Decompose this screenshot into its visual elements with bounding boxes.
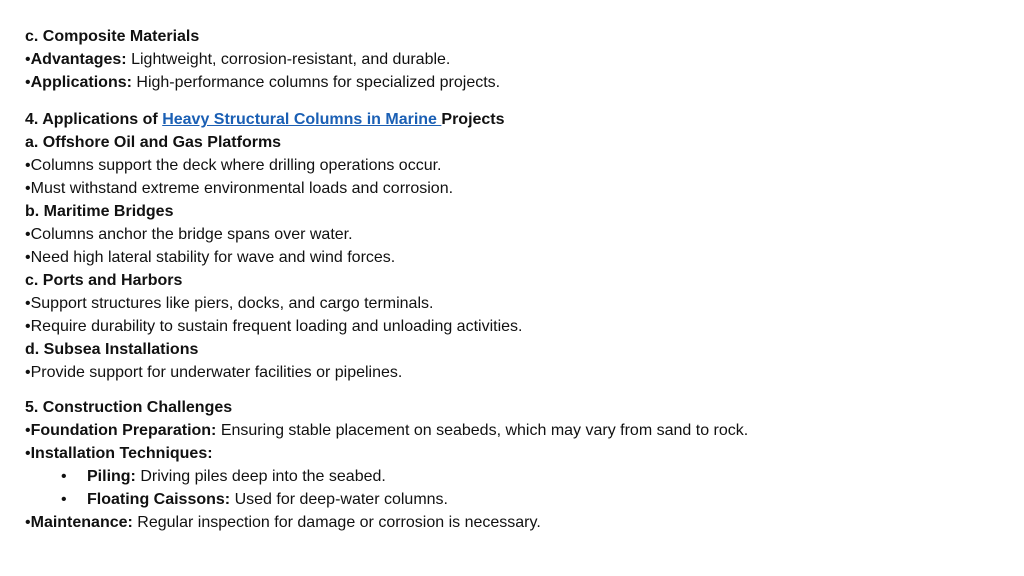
caissons-item xyxy=(25,488,1004,511)
applications-label: Applications: xyxy=(30,74,132,91)
piling-item xyxy=(25,465,1004,488)
foundation-item xyxy=(25,419,1004,442)
bullet: • xyxy=(25,226,31,243)
bullet: • xyxy=(25,422,31,439)
list-item-text: Provide support for underwater facilities or pipelines. xyxy=(30,364,403,381)
list-item xyxy=(25,292,1004,315)
installation-item xyxy=(25,442,1004,465)
heavy-columns-link[interactable]: Heavy Structural Columns in Marine xyxy=(162,111,442,128)
bullet: • xyxy=(25,74,31,91)
list-item xyxy=(25,361,1004,384)
bullet: • xyxy=(25,445,31,462)
list-item xyxy=(25,177,1004,200)
section4-heading xyxy=(25,108,1004,131)
bullet: • xyxy=(25,180,31,197)
document-body xyxy=(25,25,1004,534)
foundation-text: Ensuring stable placement on seabeds, which may vary from sand to rock. xyxy=(216,422,749,439)
list-item-text: Need high lateral stability for wave and wind forces. xyxy=(30,249,396,266)
sub-bullet: • xyxy=(61,491,67,508)
list-item-text: Columns anchor the bridge spans over water. xyxy=(30,226,353,243)
list-item xyxy=(25,246,1004,269)
list-item-text: Support structures like piers, docks, and cargo terminals. xyxy=(30,295,434,312)
list-item-text: Require durability to sustain frequent loading and unloading activities. xyxy=(30,318,523,335)
subsea-heading: d. Subsea Installations xyxy=(25,341,199,358)
bullet: • xyxy=(25,318,31,335)
section5-heading: 5. Construction Challenges xyxy=(25,399,233,416)
bullet: • xyxy=(25,514,31,531)
list-item-text: Must withstand extreme environmental loads and corrosion. xyxy=(30,180,454,197)
bullet: • xyxy=(25,51,31,68)
section4-heading-suffix: Projects xyxy=(441,111,505,128)
offshore-heading: a. Offshore Oil and Gas Platforms xyxy=(25,134,282,151)
list-item xyxy=(25,315,1004,338)
section4-heading-prefix: 4. Applications of xyxy=(25,111,163,128)
bullet: • xyxy=(25,157,31,174)
advantages-text: Lightweight, corrosion-resistant, and durable. xyxy=(126,51,451,68)
composite-heading: c. Composite Materials xyxy=(25,28,200,45)
advantages-item xyxy=(25,48,1004,71)
caissons-label: Floating Caissons: xyxy=(87,491,231,508)
bullet: • xyxy=(25,249,31,266)
piling-label: Piling: xyxy=(87,468,136,485)
bullet: • xyxy=(25,364,31,381)
piling-text: Driving piles deep into the seabed. xyxy=(135,468,386,485)
list-item xyxy=(25,154,1004,177)
maintenance-label: Maintenance: xyxy=(30,514,133,531)
list-item xyxy=(25,223,1004,246)
maintenance-item xyxy=(25,511,1004,534)
advantages-label: Advantages: xyxy=(30,51,127,68)
list-item-text: Columns support the deck where drilling operations occur. xyxy=(30,157,442,174)
applications-item xyxy=(25,71,1004,94)
bullet: • xyxy=(25,295,31,312)
ports-heading: c. Ports and Harbors xyxy=(25,272,183,289)
foundation-label: Foundation Preparation: xyxy=(30,422,217,439)
bridges-heading: b. Maritime Bridges xyxy=(25,203,174,220)
caissons-text: Used for deep-water columns. xyxy=(230,491,448,508)
sub-bullet: • xyxy=(61,468,67,485)
applications-text: High-performance columns for specialized projects. xyxy=(131,74,501,91)
maintenance-text: Regular inspection for damage or corrosion is necessary. xyxy=(132,514,541,531)
installation-label: Installation Techniques: xyxy=(30,445,213,462)
